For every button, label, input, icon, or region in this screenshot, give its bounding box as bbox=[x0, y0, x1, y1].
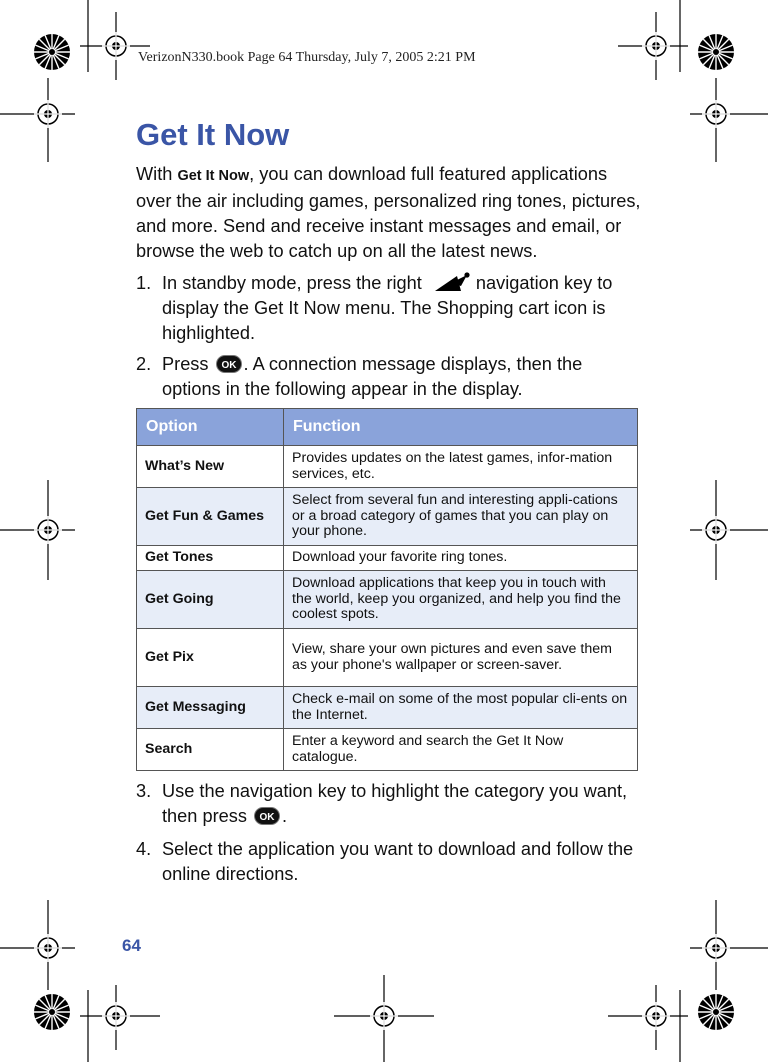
column-header-option: Option bbox=[137, 409, 284, 446]
page-title: Get It Now bbox=[136, 117, 290, 152]
table-row bbox=[137, 629, 638, 687]
table-row bbox=[137, 571, 638, 629]
option-cell: Get Going bbox=[137, 571, 284, 629]
option-cell: Search bbox=[137, 729, 284, 771]
table-row bbox=[137, 446, 638, 488]
step-text-continued: . bbox=[281, 806, 288, 826]
right-navigation-key-icon bbox=[427, 272, 471, 292]
option-cell: Get Fun & Games bbox=[137, 488, 284, 546]
step-text: In standby mode, press the right bbox=[162, 273, 427, 293]
step-text-continued: . A connection message displays, then the options in the following appear in the display. bbox=[162, 354, 583, 399]
step-number: 4. bbox=[136, 839, 152, 859]
ok-key-label: OK bbox=[259, 812, 275, 823]
function-cell: Provides updates on the latest games, infor-mation services, etc. bbox=[284, 446, 638, 488]
intro-after: , you can download full featured applications over the air including games, personalized ring tones, pictures, and more. Send and receive instant messages and email, or browse the web to catch up on all the latest news. bbox=[136, 164, 641, 261]
step-text: Press bbox=[162, 354, 214, 374]
step-number: 2. bbox=[136, 354, 152, 374]
table-row bbox=[137, 729, 638, 771]
step-number: 3. bbox=[136, 781, 152, 801]
function-cell: Check e-mail on some of the most popular cli-ents on the Internet. bbox=[284, 687, 638, 729]
step-4 bbox=[136, 837, 642, 887]
table-row bbox=[137, 488, 638, 546]
step-3 bbox=[136, 779, 642, 829]
step-text-continued: navigation key to display the Get It Now menu. The Shopping cart icon is highlighted. bbox=[162, 273, 613, 343]
intro-before: With bbox=[136, 164, 178, 184]
intro-paragraph bbox=[136, 162, 642, 264]
step-1 bbox=[136, 271, 642, 346]
table-row bbox=[137, 687, 638, 729]
page-number: 64 bbox=[122, 936, 141, 955]
ok-key-icon bbox=[254, 807, 280, 825]
option-cell: What’s New bbox=[137, 446, 284, 488]
ok-key-label: OK bbox=[221, 360, 237, 371]
function-cell: Download applications that keep you in touch with the world, keep you organized, and help you find the coolest spots. bbox=[284, 571, 638, 629]
step-2 bbox=[136, 352, 642, 402]
function-cell: View, share your own pictures and even save them as your phone's wallpaper or screen-saver. bbox=[284, 629, 638, 687]
function-cell: Select from several fun and interesting appli-cations or a broad category of games that you can play on your phone. bbox=[284, 488, 638, 546]
column-header-function: Function bbox=[284, 409, 638, 446]
step-text: Use the navigation key to highlight the category you want, then press bbox=[162, 781, 628, 826]
options-table bbox=[136, 408, 638, 771]
step-number: 1. bbox=[136, 273, 152, 293]
function-cell: Download your favorite ring tones. bbox=[284, 546, 638, 571]
intro-term: Get It Now bbox=[177, 168, 250, 184]
table-header-row bbox=[137, 409, 638, 446]
step-text: Select the application you want to download and follow the online directions. bbox=[162, 839, 634, 884]
print-header: VerizonN330.book Page 64 Thursday, July 7, 2005 2:21 PM bbox=[138, 50, 476, 65]
ok-key-icon bbox=[216, 355, 242, 373]
option-cell: Get Messaging bbox=[137, 687, 284, 729]
table-row bbox=[137, 546, 638, 571]
option-cell: Get Pix bbox=[137, 629, 284, 687]
option-cell: Get Tones bbox=[137, 546, 284, 571]
function-cell: Enter a keyword and search the Get It Now catalogue. bbox=[284, 729, 638, 771]
